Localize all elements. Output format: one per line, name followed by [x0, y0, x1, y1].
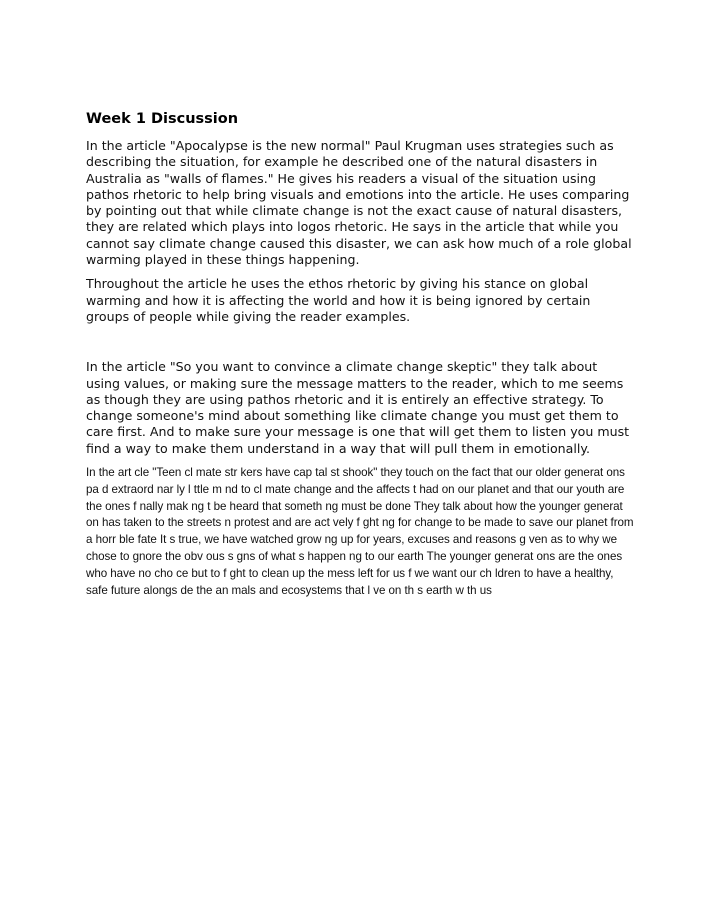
- document-body: [86, 110, 634, 599]
- paragraph-teen-strikers: In the art cle "Teen cl mate str kers have cap tal st shook" they touch on the fact that our older generat ons pa d extraord nar ly l ttle m nd to cl mate change and the affects t had on our planet and that our youth are the ones f nally mak ng t be heard that someth ng must be done They talk about how the younger generat on has taken to the streets n protest and are act vely f ght ng for change to be made to save our planet from a horr ble fate It s true, we have watched grow ng up for years, excuses and reasons g ven as to why we chose to gnore the obv ous s gns of what s happen ng to our earth The younger generat ons are the ones who have no cho ce but to f ght to clean up the mess left for us f we want our ch ldren to have a healthy, safe future alongs de the an mals and ecosystems that l ve on th s earth w th us: [86, 466, 634, 597]
- paragraph-skeptic: In the article "So you want to convince a climate change skeptic" they talk about using values, or making sure the message matters to the reader, which to me seems as though they are using pathos rhetoric and it is entirely an effective strategy. To change someone's mind about something like climate change you must get them to care first. And to make sure your message is one that will get them to listen you must find a way to make them understand in a way that will pull them in emotionally.: [86, 359, 630, 456]
- document-title: Week 1 Discussion: [86, 111, 239, 127]
- paragraph-ethos: Throughout the article he uses the ethos rhetoric by giving his stance on global warming and how it is affecting the world and how it is being ignored by certain groups of people while giving the reader examples.: [86, 276, 591, 324]
- paragraph-krugman: In the article "Apocalypse is the new normal" Paul Krugman uses strategies such as describing the situation, for example he described one of the natural disasters in Australia as "walls of flames." He gives his readers a visual of the situation using pathos rhetoric to help bring visuals and emotions into the article. He uses comparing by pointing out that while climate change is not the exact cause of natural disasters, they are related which plays into logos rhetoric. He says in the article that while you cannot say climate change caused this disaster, we can ask how much of a role global warming played in these things happening.: [86, 138, 632, 268]
